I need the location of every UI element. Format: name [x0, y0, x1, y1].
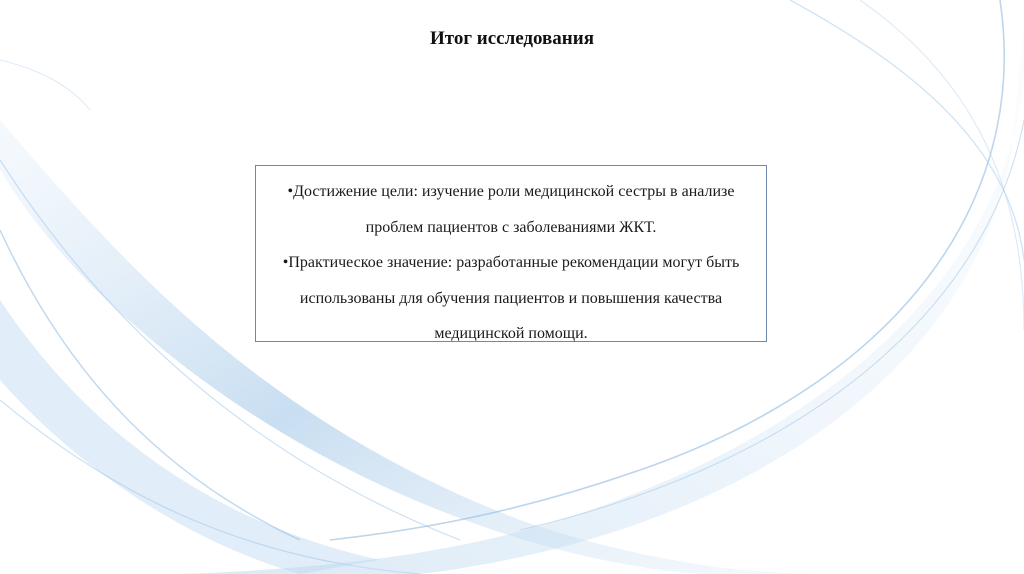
bullet-practical-value: •Практическое значение: разработанные рекомендации могут быть использованы для обучения пациентов и повышения качества медицинской помощи. — [282, 254, 740, 342]
wave-top-left — [0, 60, 90, 110]
bullet-goal: •Достижение цели: изучение роли медицинской сестры в анализе проблем пациентов с заболеваниями ЖКТ. — [287, 183, 735, 236]
slide-title: Итог исследования — [430, 28, 594, 49]
content-box — [255, 165, 767, 342]
